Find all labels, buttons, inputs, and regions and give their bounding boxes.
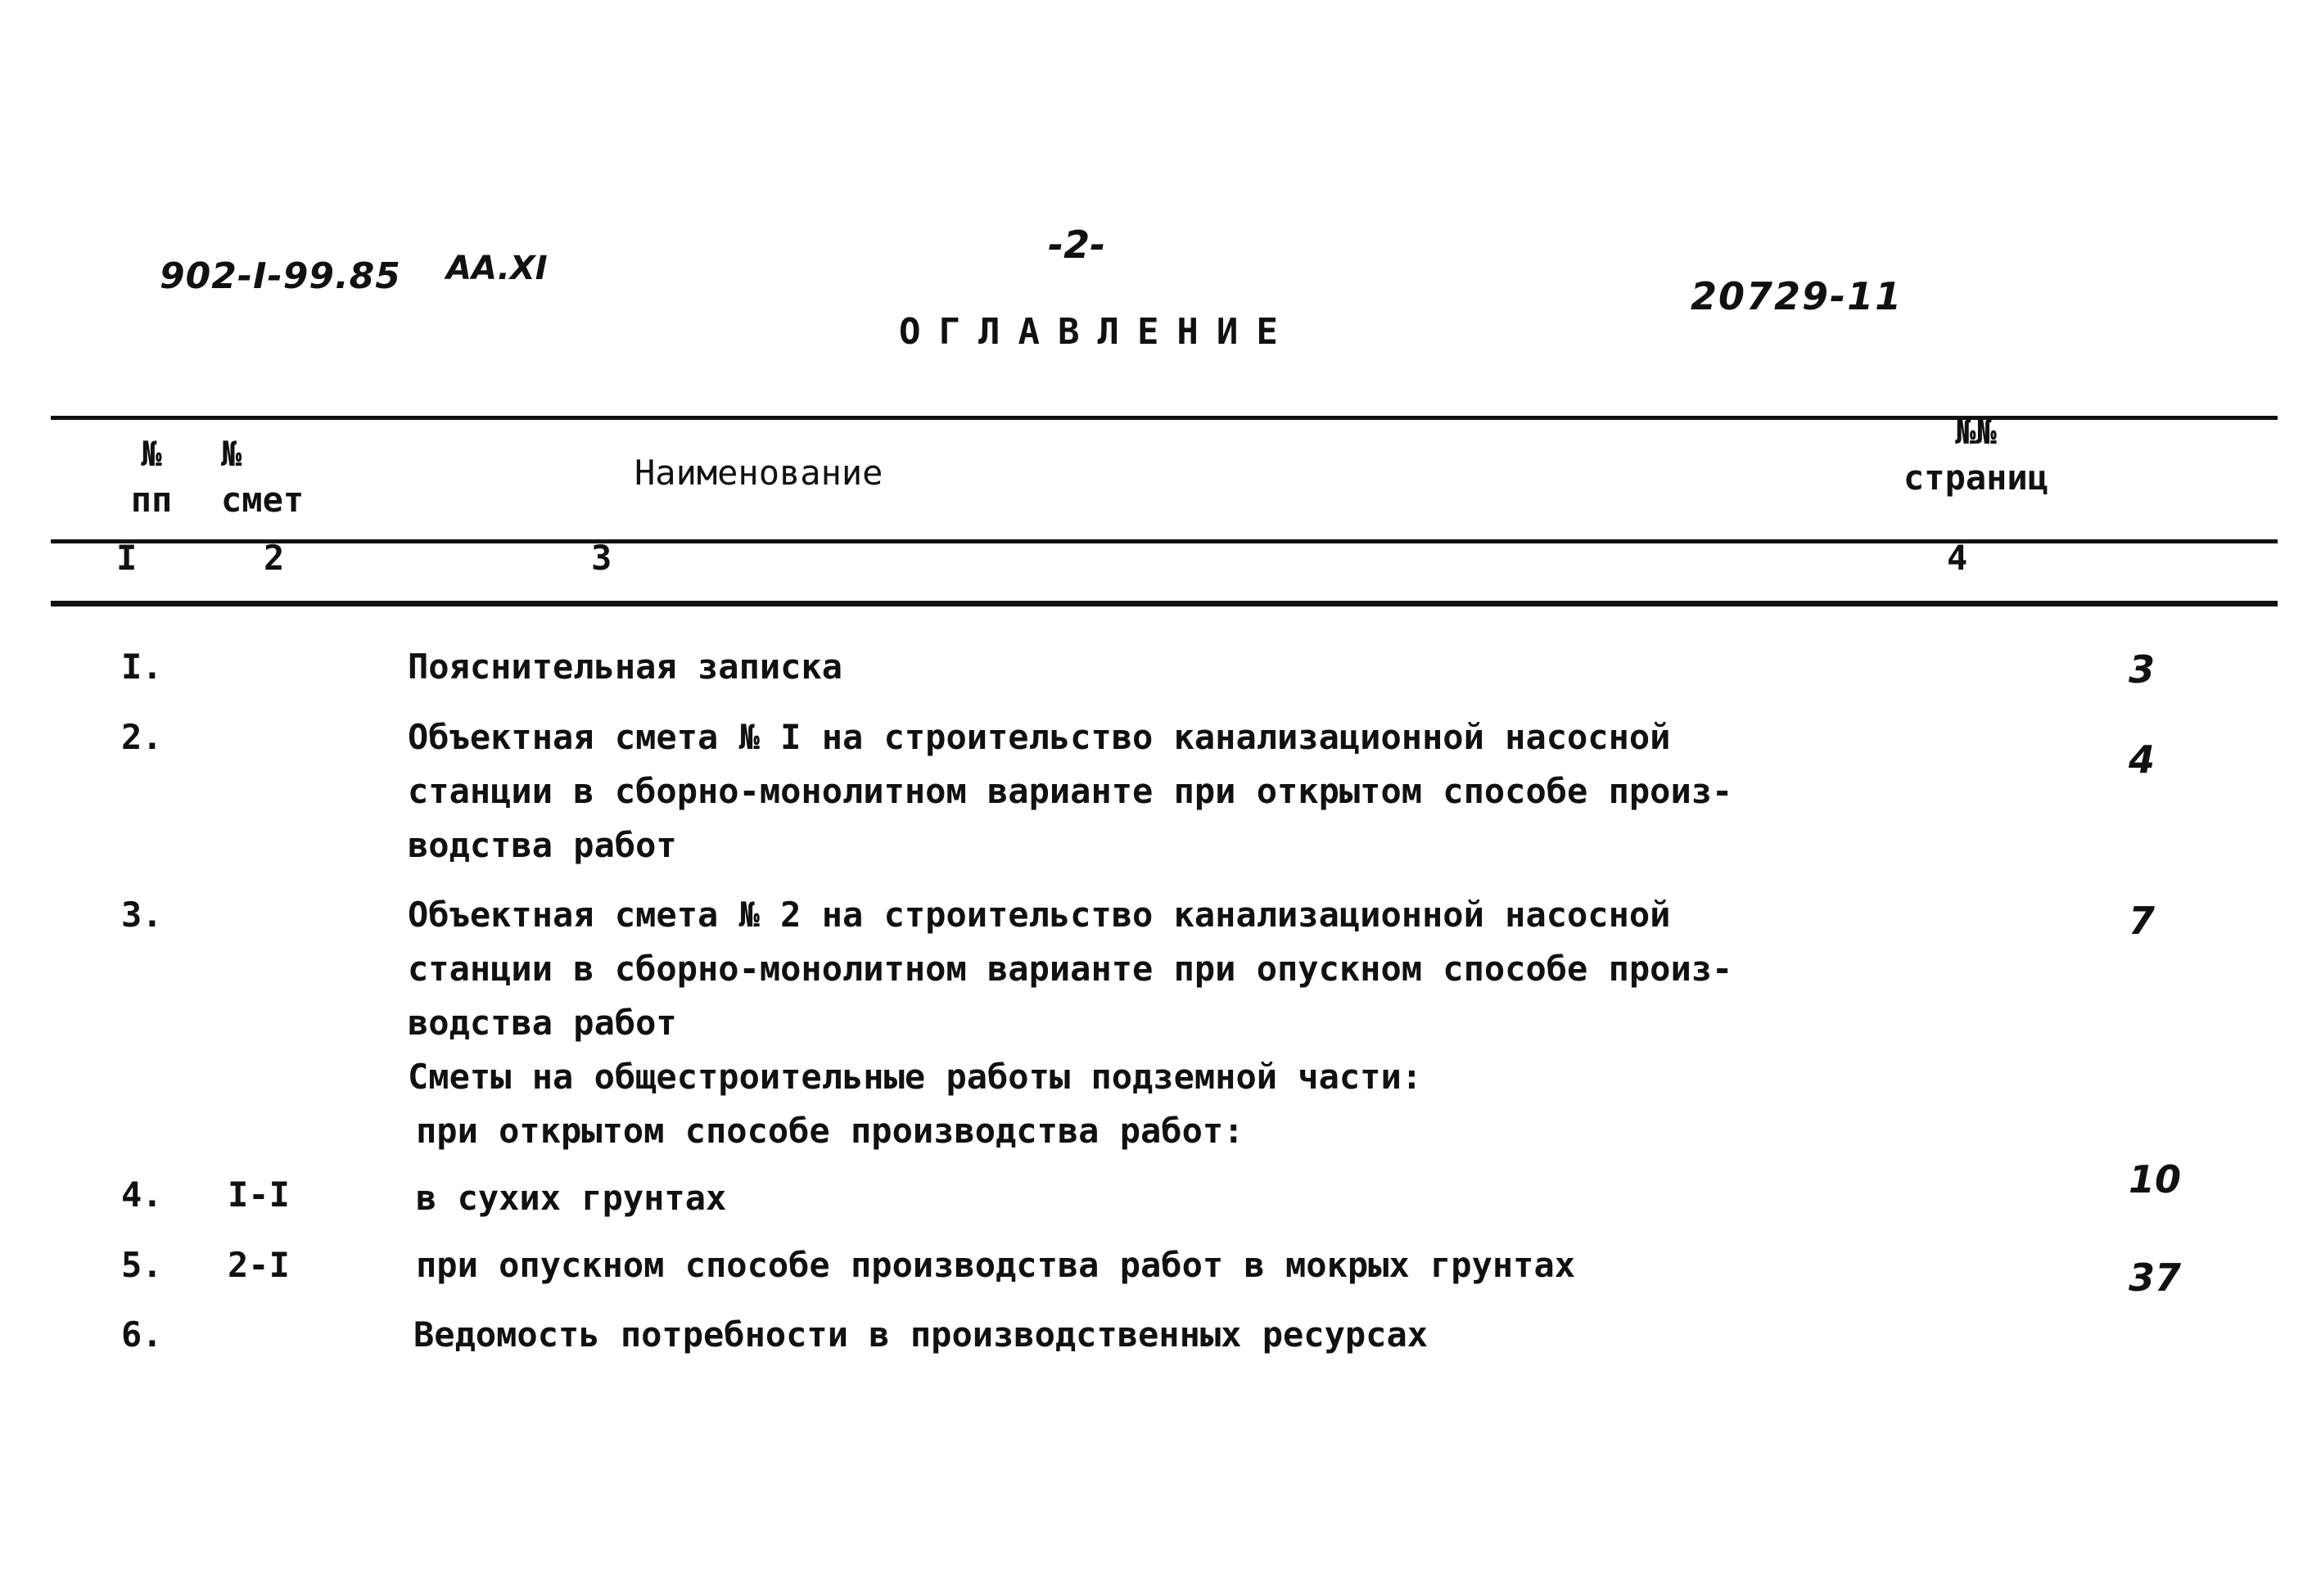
page-number: -2- xyxy=(1048,223,1106,267)
row-number: 3. xyxy=(121,895,163,935)
column-number-2: 2 xyxy=(264,538,285,578)
row-title: Пояснительная записка xyxy=(408,647,843,687)
column-number-3: 3 xyxy=(591,538,612,578)
document-code: 902-I-99.85 xyxy=(160,255,401,297)
row-number: 5. xyxy=(121,1245,163,1285)
page-title: ОГЛАВЛЕНИЕ xyxy=(899,311,1296,353)
row-title: Ведомость потребности в производственных ресурсах xyxy=(413,1314,1429,1355)
row-page: 37 xyxy=(2129,1256,2182,1300)
row-estimate: I-I xyxy=(228,1174,290,1215)
table-header-rule xyxy=(51,539,2278,543)
column-header-name: Наименование xyxy=(634,453,883,493)
row-page: 7 xyxy=(2129,899,2156,943)
column-number-4: 4 xyxy=(1947,538,1968,578)
row-page: 4 xyxy=(2129,737,2156,782)
inventory-number: 20729-11 xyxy=(1691,274,1903,318)
row-number: 6. xyxy=(121,1314,163,1355)
row-page: 3 xyxy=(2129,647,2156,692)
row-page: 10 xyxy=(2129,1157,2182,1202)
row-number: 4. xyxy=(121,1174,163,1215)
row-estimate: 2-I xyxy=(228,1245,290,1285)
row-title: при опускном способе производства работ в мокрых грунтах xyxy=(416,1245,1576,1285)
row-title: Объектная смета № 2 на строительство канализационной насосной станции в сборно-монолитном варианте при опускном способе произ- водства работ Сметы на общестроительные работы подземной части: при открытом способе производства работ: xyxy=(408,895,1733,1151)
column-header-pages: №№ страниц xyxy=(1903,412,2049,498)
column-header-number: № пп xyxy=(130,434,173,520)
row-title: в сухих грунтах xyxy=(416,1178,727,1218)
row-number: 2. xyxy=(121,717,163,757)
column-number-1: I xyxy=(116,538,138,578)
column-header-estimate: № смет xyxy=(221,434,305,520)
table-body-rule xyxy=(51,601,2278,606)
row-number: I. xyxy=(121,647,163,687)
row-title: Объектная смета № I на строительство канализационной насосной станции в сборно-монолитном варианте при открытом способе произ- водства работ xyxy=(408,717,1733,865)
document-mark: AA.XI xyxy=(446,250,548,287)
